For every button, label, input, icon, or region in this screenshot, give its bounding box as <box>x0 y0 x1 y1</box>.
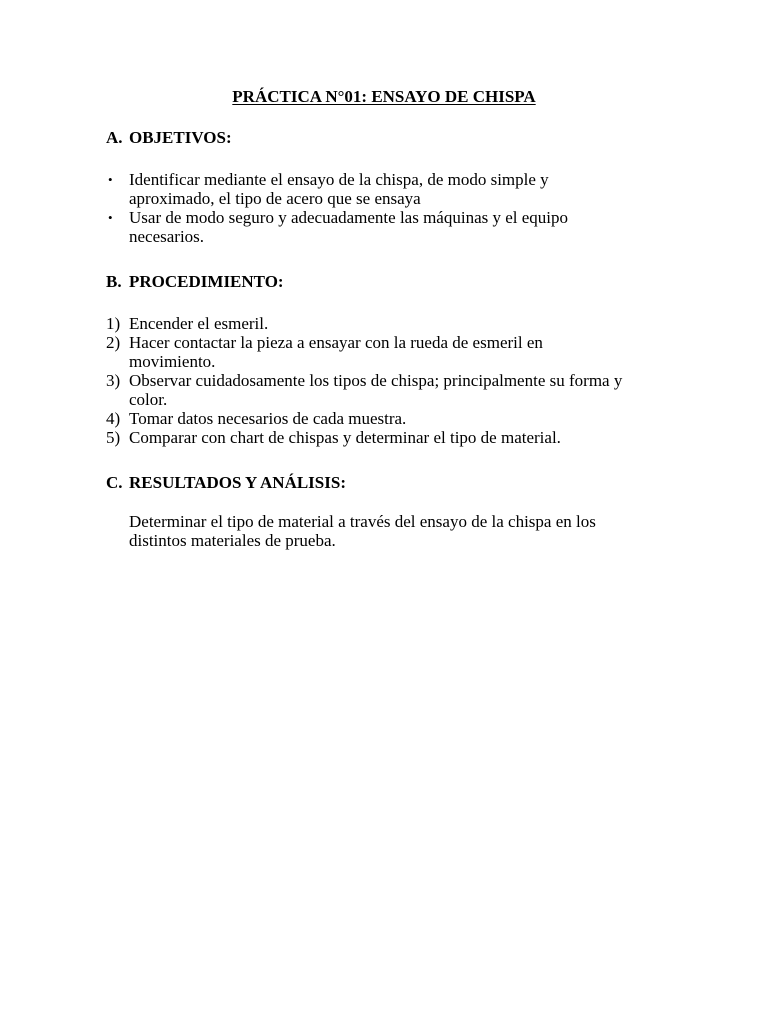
page-title-text: PRÁCTICA N°01: ENSAYO DE CHISPA <box>232 87 536 106</box>
list-item <box>106 333 666 371</box>
step-line: Hacer contactar la pieza a ensayar con la rueda de esmeril en <box>129 333 543 352</box>
bullet-icon: • <box>108 210 113 225</box>
section-a-letter: A. <box>106 128 123 147</box>
list-item <box>106 208 666 246</box>
section-c-heading <box>106 473 346 492</box>
section-b-heading <box>106 272 284 291</box>
procedure-list <box>106 314 666 447</box>
objectives-list <box>106 170 666 246</box>
step-line: color. <box>129 390 168 409</box>
section-a-title: OBJETIVOS: <box>129 128 232 147</box>
section-c-letter: C. <box>106 473 123 492</box>
list-item <box>106 428 666 447</box>
step-number: 5) <box>106 428 121 447</box>
objective-line: Identificar mediante el ensayo de la chispa, de modo simple y <box>129 170 549 189</box>
step-line: Tomar datos necesarios de cada muestra. <box>129 409 407 428</box>
list-item <box>106 170 666 208</box>
step-number: 3) <box>106 371 121 390</box>
section-c-title: RESULTADOS Y ANÁLISIS: <box>129 473 346 492</box>
section-b-letter: B. <box>106 272 122 291</box>
section-b-title: PROCEDIMIENTO: <box>129 272 284 291</box>
step-number: 2) <box>106 333 121 352</box>
list-item <box>106 409 666 428</box>
objective-line: aproximado, el tipo de acero que se ensaya <box>129 189 421 208</box>
objective-line: necesarios. <box>129 227 205 246</box>
list-item <box>106 371 666 409</box>
page-title <box>0 87 768 106</box>
step-line: Observar cuidadosamente los tipos de chispa; principalmente su forma y <box>129 371 623 390</box>
list-item <box>106 314 666 333</box>
step-line: Encender el esmeril. <box>129 314 269 333</box>
results-paragraph <box>129 512 649 550</box>
objective-line: Usar de modo seguro y adecuadamente las máquinas y el equipo <box>129 208 569 227</box>
section-a-heading <box>106 128 232 147</box>
results-line: Determinar el tipo de material a través del ensayo de la chispa en los <box>129 512 596 531</box>
bullet-icon: • <box>108 172 113 187</box>
results-line: distintos materiales de prueba. <box>129 531 336 550</box>
step-number: 1) <box>106 314 121 333</box>
step-line: movimiento. <box>129 352 216 371</box>
step-line: Comparar con chart de chispas y determinar el tipo de material. <box>129 428 561 447</box>
step-number: 4) <box>106 409 121 428</box>
